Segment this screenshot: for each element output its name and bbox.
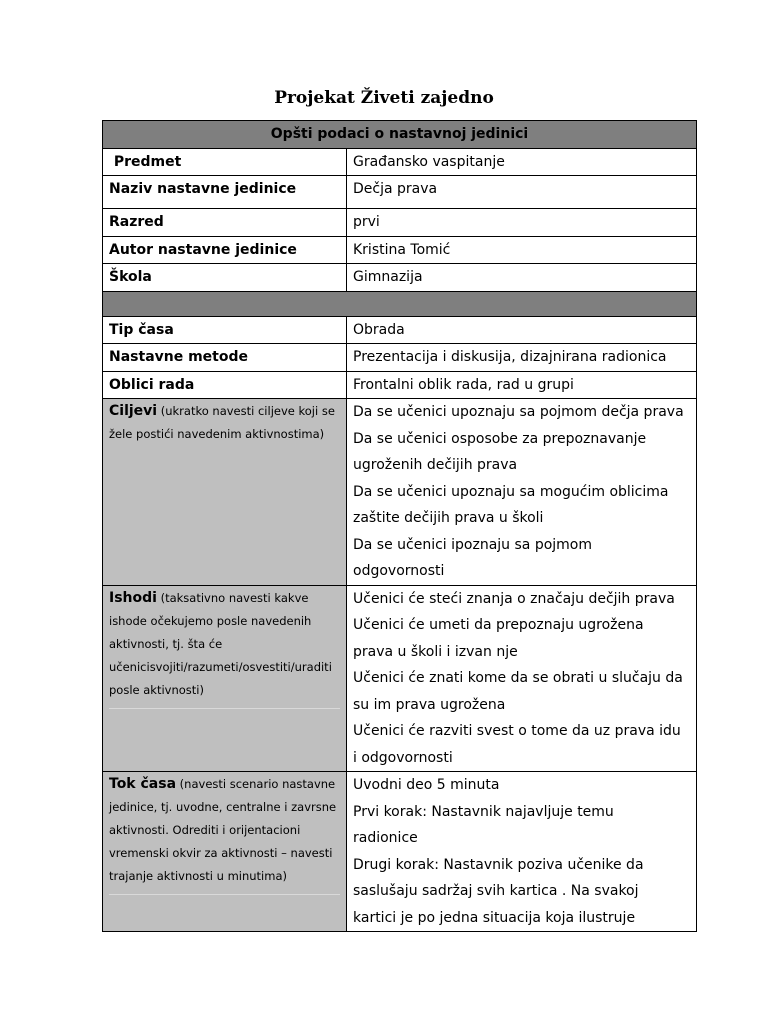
value-line: Da se učenici upoznaju sa mogućim oblicima [353, 483, 669, 500]
table-row [103, 236, 697, 264]
hint-rule [109, 708, 340, 709]
row-label: Tip časa [109, 321, 174, 338]
row-label: Razred [109, 214, 164, 230]
row-value: Prezentacija i diskusija, dizajnirana radionica [347, 344, 697, 372]
table-row-tok-casa [103, 772, 697, 932]
row-label: Škola [109, 269, 152, 285]
row-label: Predmet [109, 153, 182, 170]
table-header: Opšti podaci o nastavnoj jedinici [103, 121, 697, 149]
table-row [103, 176, 697, 209]
value-line: ugroženih dečijih prava [353, 457, 518, 473]
row-value [347, 585, 697, 772]
table-row [103, 316, 697, 344]
row-value: Kristina Tomić [347, 236, 697, 264]
value-line: prava u školi i izvan nje [353, 643, 518, 660]
value-line: Da se učenici ipoznaju sa pojmom [353, 536, 593, 553]
value-line: Učenici će razviti svest o tome da uz prava idu [353, 723, 681, 739]
section-divider [103, 291, 697, 316]
table-row [103, 344, 697, 372]
row-label: Oblici rada [109, 376, 195, 393]
lesson-plan-table [102, 120, 697, 932]
row-hint: (taksativno navesti kakve ishode očekujemo posle navedenih aktivnosti, tj. šta će učenicisvojiti/razumeti/osvestiti/uraditi posle aktivnosti) [109, 590, 332, 697]
value-line: Uvodni deo 5 minuta [353, 777, 500, 793]
value-line: saslušaju sadržaj svih kartica . Na svakoj [353, 883, 639, 899]
value-line: zaštite dečijih prava u školi [353, 510, 544, 526]
row-hint: (ukratko navesti ciljeve koji se žele postići navedenim aktivnostima) [109, 404, 335, 441]
row-label: Autor nastavne jedinice [109, 241, 297, 258]
value-line: Učenici će znati kome da se obrati u slučaju da [353, 670, 683, 686]
value-line: Učenici će steći znanja o značaju dečjih prava [353, 590, 675, 607]
hint-rule [109, 894, 340, 895]
row-value: Građansko vaspitanje [347, 148, 697, 176]
value-line: radionice [353, 830, 418, 846]
row-value: Gimnazija [347, 264, 697, 292]
value-line: kartici je po jedna situacija koja ilustruje [353, 909, 636, 926]
row-value: Obrada [347, 316, 697, 344]
row-value [347, 772, 697, 932]
value-line: Da se učenici osposobe za prepoznavanje [353, 430, 647, 447]
row-value: Frontalni oblik rada, rad u grupi [347, 371, 697, 399]
value-line: i odgovornosti [353, 749, 453, 766]
section-divider-row [103, 291, 697, 316]
row-value [347, 399, 697, 586]
table-row-ciljevi [103, 399, 697, 586]
table-row-ishodi [103, 585, 697, 772]
table-row [103, 209, 697, 237]
document-title: Projekat Živeti zajedno [274, 88, 494, 108]
table-row [103, 264, 697, 292]
row-label: Ishodi [109, 589, 157, 606]
value-line: odgovornosti [353, 563, 445, 579]
row-hint: (navesti scenario nastavne jedinice, tj. uvodne, centralne i zavrsne aktivnosti. Odrediti i orijentacioni vremenski okvir za aktivnosti – navesti trajanje aktivnosti u minutima) [109, 777, 337, 883]
row-value: prvi [347, 209, 697, 237]
row-label: Tok časa [109, 776, 177, 792]
row-label: Ciljevi [109, 403, 158, 419]
row-value: Dečja prava [347, 176, 697, 209]
table-row [103, 371, 697, 399]
value-line: Da se učenici upoznaju sa pojmom dečja prava [353, 404, 684, 420]
value-line: Prvi korak: Nastavnik najavljuje temu [353, 803, 614, 820]
row-label: Nastavne metode [109, 349, 249, 365]
value-line: Učenici će umeti da prepoznaju ugrožena [353, 617, 644, 633]
value-line: Drugi korak: Nastavnik poziva učenike da [353, 856, 644, 873]
row-label: Naziv nastavne jedinice [109, 181, 297, 197]
table-header-row [103, 121, 697, 149]
value-line: su im prava ugrožena [353, 696, 506, 713]
table-row [103, 148, 697, 176]
